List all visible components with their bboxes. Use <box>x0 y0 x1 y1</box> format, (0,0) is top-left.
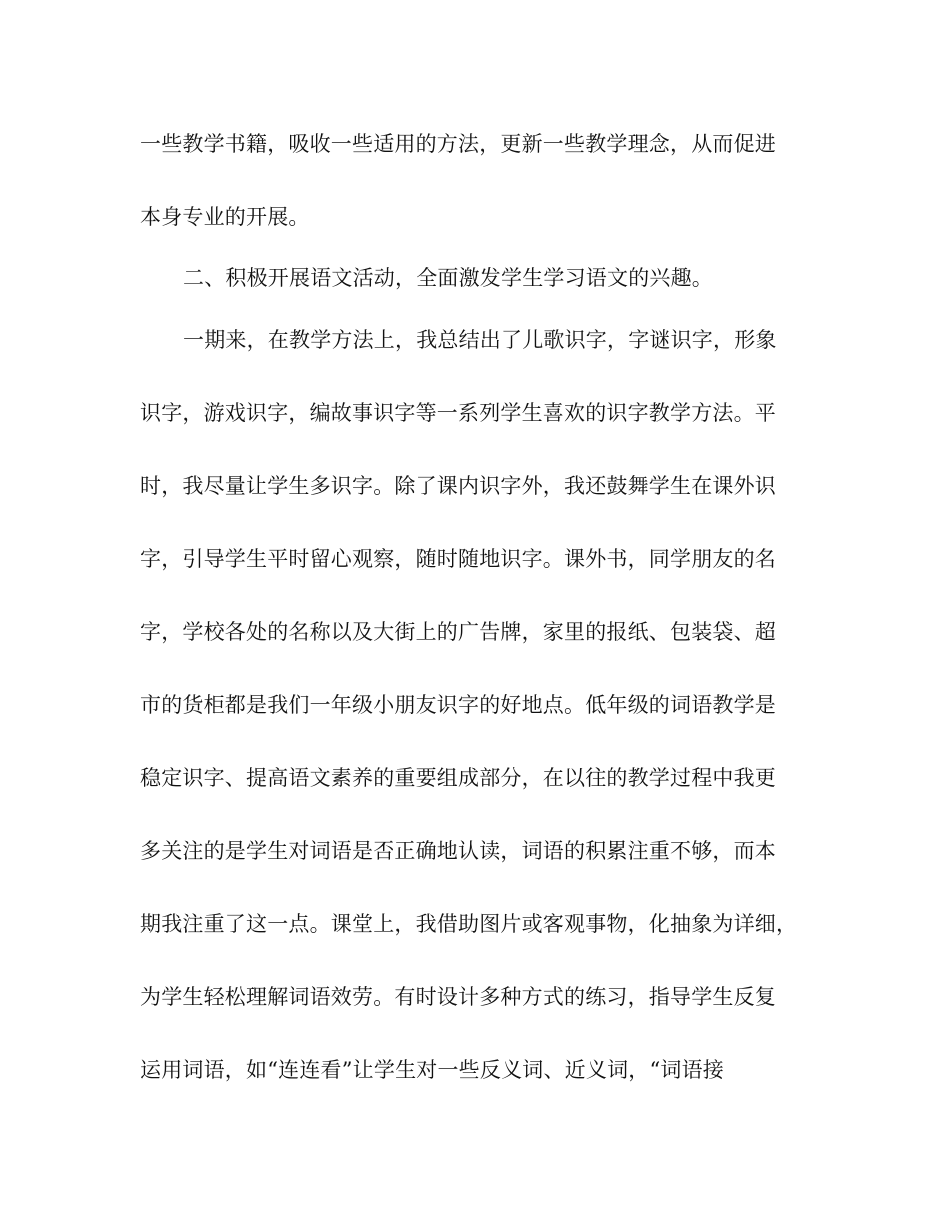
text-line-8: 字，学校各处的名称以及大街上的广告牌，家里的报纸、包装袋、超 <box>140 620 776 644</box>
text-line-11: 多关注的是学生对词语是否正确地认读，词语的积累注重不够，而本 <box>140 839 776 863</box>
text-line-10: 稳定识字、提高语文素养的重要组成部分，在以往的教学过程中我更 <box>140 766 776 790</box>
text-line-2: 本身专业的开展。 <box>140 205 310 229</box>
text-line-7: 字，引导学生平时留心观察，随时随地识字。课外书，同学朋友的名 <box>140 547 776 571</box>
text-line-1: 一些教学书籍，吸收一些适用的方法，更新一些教学理念，从而促进 <box>140 132 776 156</box>
text-line-12: 期我注重了这一点。课堂上，我借助图片或客观事物，化抽象为详细， <box>140 912 798 936</box>
section-heading: 二、积极开展语文活动，全面激发学生学习语文的兴趣。 <box>183 266 713 290</box>
text-line-13: 为学生轻松理解词语效劳。有时设计多种方式的练习，指导学生反复 <box>140 985 776 1009</box>
text-line-6: 时，我尽量让学生多识字。除了课内识字外，我还鼓舞学生在课外识 <box>140 474 776 498</box>
text-line-5: 识字，游戏识字，编故事识字等一系列学生喜欢的识字教学方法。平 <box>140 401 776 425</box>
paragraph-first-line: 一期来，在教学方法上，我总结出了儿歌识字，字谜识字，形象 <box>183 328 777 352</box>
text-line-9: 市的货柜都是我们一年级小朋友识字的好地点。低年级的词语教学是 <box>140 693 776 717</box>
text-line-14: 运用词语，如“连连看”让学生对一些反义词、近义词，“词语接 <box>140 1058 725 1082</box>
